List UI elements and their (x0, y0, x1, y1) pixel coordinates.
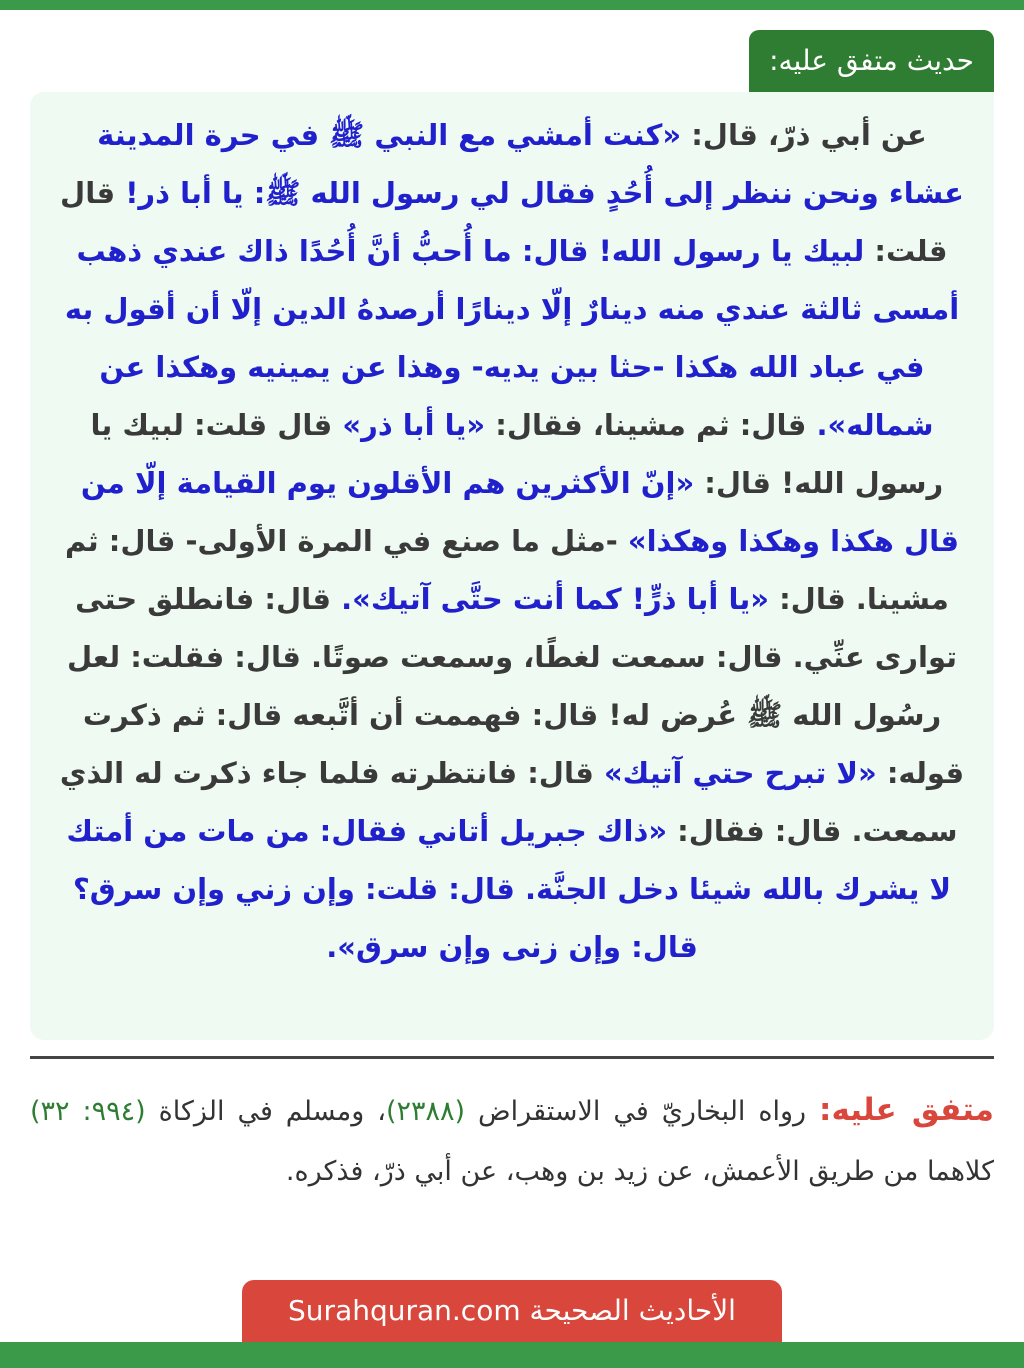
hadith-narration: عن أبي ذرّ، قال: (681, 118, 927, 152)
top-frame-bar (0, 0, 1024, 10)
hadith-quote: لبيك يا رسول الله! قال: ما أُحبُّ أنَّ أُحُدًا ذاك عندي ذهب أمسى ثالثة عندي منه دينارٌ إلّا دينارًا أرصدهُ الدين إلّا أن أقول به في عباد الله هكذا -حثا بين يديه- وهذا عن يمينيه وهكذا عن شماله». (64, 234, 960, 442)
section-divider (30, 1056, 994, 1059)
hadith-quote: «لا تبرح حتي آتيك» (603, 756, 877, 790)
hadith-narration: قال: فانطلق حتى توارى عنِّي. قال: سمعت لغطًا، وسمعت صوتًا. قال: فقلت: لعل رسُول الله ﷺ عُرض له! قال: فهممت أن أتَّبعه قال: ثم ذكرت قوله: (66, 582, 965, 790)
hadith-narration: قال قلت: لبيك يا رسول الله! قال: (90, 408, 944, 500)
takhrij-paragraph (30, 1080, 994, 1202)
hadith-narration: قال: فانتظرته فلما جاء ذكرت له الذي سمعت. قال: فقال: (59, 756, 958, 848)
hadith-quote: «يا أبا ذر» (342, 408, 486, 442)
hadith-quote: «إنّ الأكثرين هم الأقلون يوم القيامة إلّا من قال هكذا وهكذا وهكذا» (80, 466, 959, 558)
hadith-narration: قال قلت: (60, 176, 948, 268)
takhrij-reference: (٩٩٤: ٣٢) (30, 1096, 146, 1127)
takhrij-label: متفق عليه: (819, 1092, 994, 1128)
hadith-text (58, 106, 966, 976)
hadith-narration: -مثل ما صنع في المرة الأولى- قال: ثم مشينا. قال: (65, 524, 949, 616)
bottom-frame-bar (0, 1342, 1024, 1368)
hadith-narration: قال: ثم مشينا، فقال: (485, 408, 817, 442)
hadith-box (30, 92, 994, 1040)
hadith-quote: «ذاك جبريل أتاني فقال: من مات من أمتك لا يشرك بالله شيئا دخل الجنَّة. قال: قلت: وإن زني وإن سرق؟ قال: وإن زنى وإن سرق». (66, 814, 952, 964)
site-footer-badge: الأحاديث الصحيحة Surahquran.com (242, 1280, 782, 1342)
hadith-quote: «كنت أمشي مع النبي ﷺ في حرة المدينة عشاء ونحن ننظر إلى أُحُدٍ فقال لي رسول الله ﷺ: يا أبا ذر! (97, 118, 964, 210)
section-badge: حديث متفق عليه: (749, 30, 994, 92)
takhrij-text: ، ومسلم في الزكاة (145, 1096, 386, 1127)
takhrij-text: رواه البخاريّ في الاستقراض (465, 1096, 820, 1127)
takhrij-reference: (٢٣٨٨) (385, 1096, 466, 1127)
hadith-quote: «يا أبا ذرٍّ! كما أنت حتَّى آتيك». (341, 582, 769, 616)
takhrij-text: كلاهما من طريق الأعمش، عن زيد بن وهب، عن أبي ذرّ، فذكره. (285, 1156, 994, 1187)
